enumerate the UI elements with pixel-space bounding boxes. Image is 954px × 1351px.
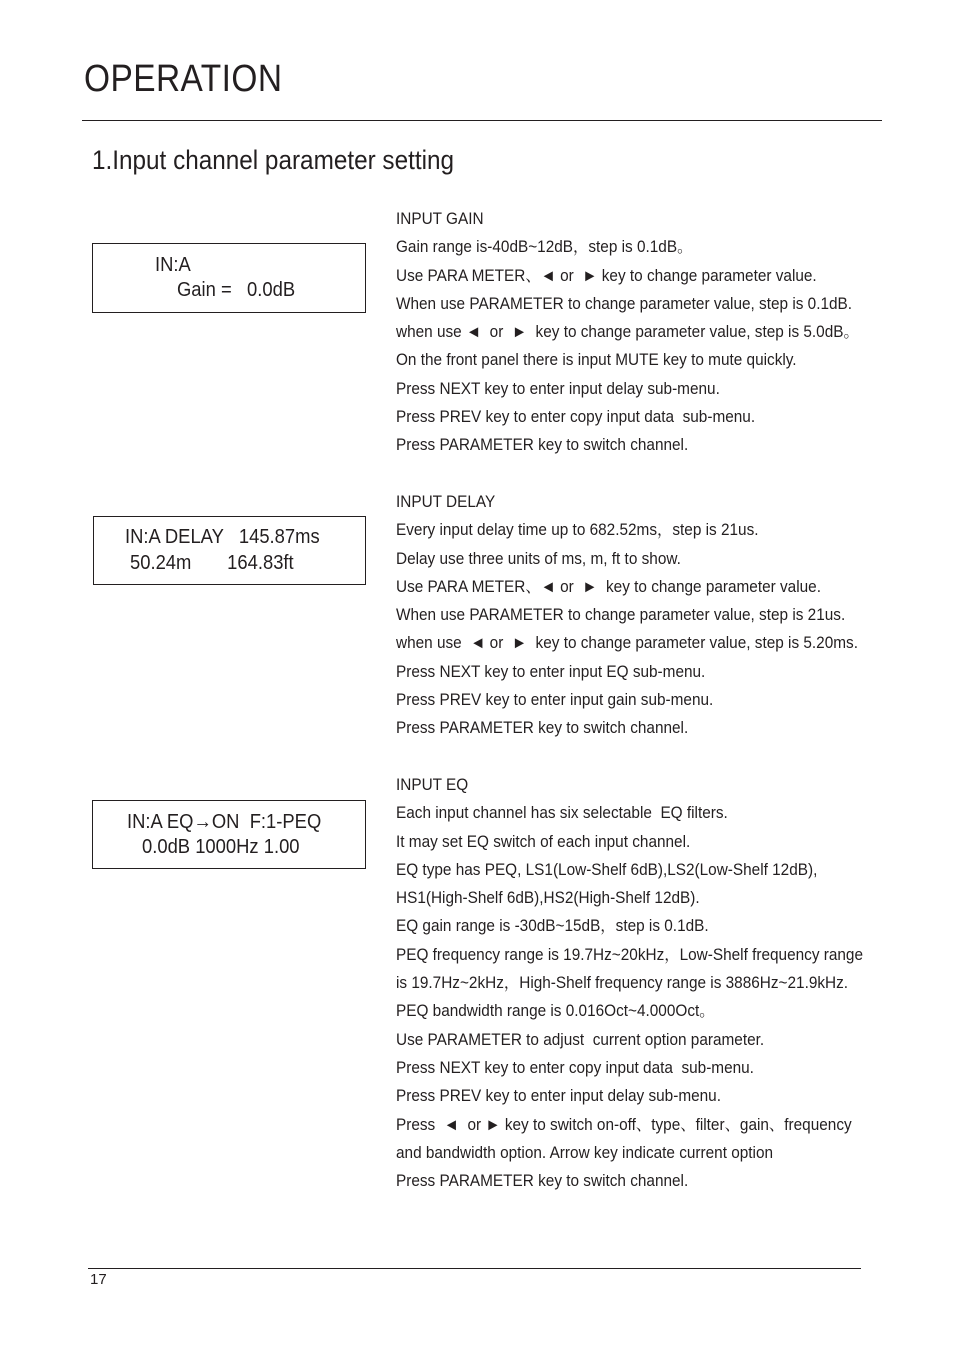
input-eq-line: PEQ bandwidth range is 0.016Oct~4.000Oct。 bbox=[396, 1002, 715, 1021]
input-delay-line: When use PARAMETER to change parameter value, step is 21us. bbox=[396, 606, 846, 625]
input-delay-line: Press PREV key to enter input gain sub-menu. bbox=[396, 691, 714, 710]
input-eq-description bbox=[396, 771, 898, 1195]
input-delay-line: Press PARAMETER key to switch channel. bbox=[396, 719, 689, 738]
lcd-display-delay bbox=[93, 516, 366, 585]
input-eq-line: Use PARAMETER to adjust current option parameter. bbox=[396, 1030, 765, 1049]
lcd-display-gain bbox=[92, 243, 366, 313]
input-eq-line: Press PARAMETER key to switch channel. bbox=[396, 1172, 689, 1191]
input-eq-line: EQ gain range is -30dB~15dB，step is 0.1dB. bbox=[396, 917, 709, 936]
lcd-delay-line2: 50.24m 164.83ft bbox=[130, 552, 294, 574]
input-gain-line: Press PREV key to enter copy input data sub-menu. bbox=[396, 408, 756, 427]
input-delay-heading: INPUT DELAY bbox=[396, 493, 496, 511]
input-delay-description bbox=[396, 488, 893, 743]
input-eq-line: PEQ frequency range is 19.7Hz~20kHz，Low-Shelf frequency range bbox=[396, 945, 864, 964]
input-delay-line: Delay use three units of ms, m, ft to show. bbox=[396, 549, 681, 568]
lcd-gain-line2: Gain = 0.0dB bbox=[177, 279, 296, 301]
input-delay-line: Press NEXT key to enter input EQ sub-menu. bbox=[396, 662, 706, 681]
lcd-delay-line1: IN:A DELAY 145.87ms bbox=[125, 526, 320, 548]
lcd-display-eq bbox=[92, 800, 366, 869]
title-divider bbox=[82, 120, 882, 121]
input-delay-line: when use ◄ or ► key to change parameter value, step is 5.20ms. bbox=[396, 634, 858, 653]
input-eq-line: Press PREV key to enter input delay sub-menu. bbox=[396, 1087, 721, 1106]
input-eq-line: Each input channel has six selectable EQ filters. bbox=[396, 804, 728, 823]
input-gain-line: Gain range is-40dB~12dB，step is 0.1dB。 bbox=[396, 238, 693, 257]
input-eq-line: and bandwidth option. Arrow key indicate current option bbox=[396, 1143, 774, 1162]
input-gain-line: When use PARAMETER to change parameter value, step is 0.1dB. bbox=[396, 294, 853, 313]
section-heading: 1.Input channel parameter setting bbox=[92, 145, 455, 175]
input-gain-line: Press PARAMETER key to switch channel. bbox=[396, 436, 689, 455]
input-delay-line: Use PARA METER、◄ or ► key to change parameter value. bbox=[396, 577, 821, 596]
input-eq-line: HS1(High-Shelf 6dB),HS2(High-Shelf 12dB). bbox=[396, 889, 700, 908]
input-gain-line: when use ◄ or ► key to change parameter value, step is 5.0dB。 bbox=[396, 323, 859, 342]
input-eq-line: is 19.7Hz~2kHz，High-Shelf frequency range is 3886Hz~21.9kHz. bbox=[396, 974, 849, 993]
input-gain-heading: INPUT GAIN bbox=[396, 210, 484, 228]
input-eq-line: EQ type has PEQ, LS1(Low-Shelf 6dB),LS2(Low-Shelf 12dB), bbox=[396, 860, 818, 879]
input-gain-line: On the front panel there is input MUTE key to mute quickly. bbox=[396, 351, 797, 370]
input-delay-line: Every input delay time up to 682.52ms，step is 21us. bbox=[396, 521, 759, 540]
input-gain-line: Press NEXT key to enter input delay sub-menu. bbox=[396, 379, 720, 398]
input-eq-line: It may set EQ switch of each input channel. bbox=[396, 832, 691, 851]
input-gain-description bbox=[396, 205, 894, 460]
lcd-gain-line1: IN:A bbox=[155, 254, 191, 276]
lcd-eq-line2: 0.0dB 1000Hz 1.00 bbox=[142, 836, 300, 858]
lcd-eq-line1: IN:A EQ→ON F:1-PEQ bbox=[127, 811, 322, 833]
input-eq-line: Press ◄ or ► key to switch on-off、type、filter、gain、frequency bbox=[396, 1115, 852, 1134]
page-title: OPERATION bbox=[84, 58, 283, 100]
input-gain-line: Use PARA METER、◄ or ► key to change parameter value. bbox=[396, 266, 817, 285]
input-eq-line: Press NEXT key to enter copy input data sub-menu. bbox=[396, 1058, 754, 1077]
input-eq-heading: INPUT EQ bbox=[396, 776, 469, 794]
footer-divider bbox=[88, 1268, 861, 1269]
page-number: 17 bbox=[90, 1271, 107, 1288]
